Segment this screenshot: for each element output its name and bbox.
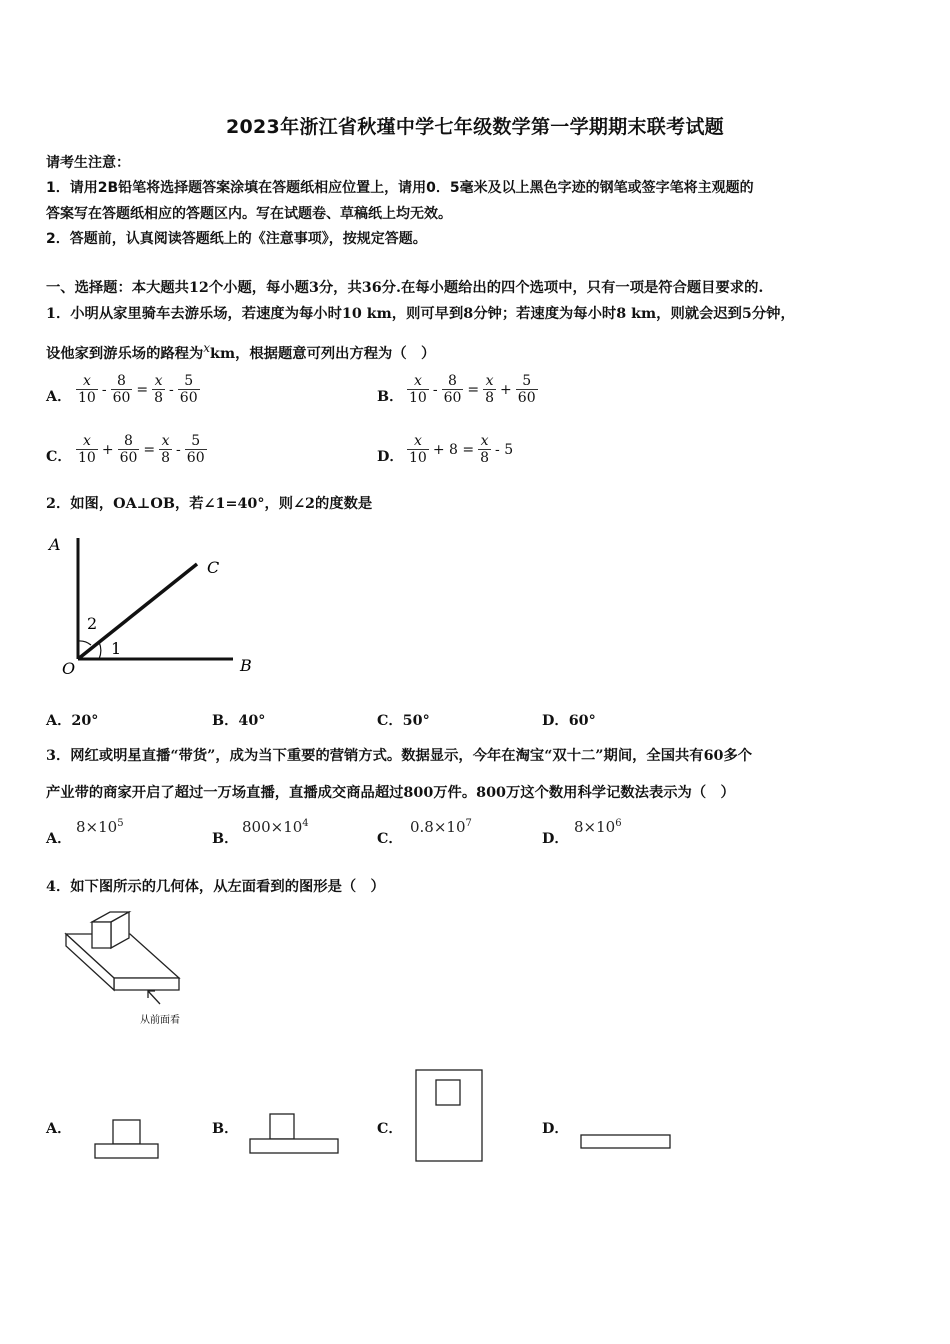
q3-option-d-value[interactable]: $8\times 10^6$ [574, 818, 622, 836]
q3-option-c-label[interactable]: C． [377, 831, 403, 847]
q2-option-d[interactable]: D．60° [542, 713, 596, 729]
q1-text-line1: 1．小明从家里骑车去游乐场，若速度为每小时10 km，则可早到8分钟；若速度为每小时8 km，则就会迟到5分钟， [46, 306, 795, 322]
notice-heading: 请考生注意： [46, 155, 130, 171]
q1-option-b-label[interactable]: B． [377, 389, 404, 405]
q1-text-2a: 设他家到游乐场的路程为 [46, 345, 204, 362]
label-b: B [240, 656, 252, 675]
angle-1-arc [99, 642, 101, 659]
q4-text: 4．如下图所示的几何体，从左面看到的图形是（ ） [46, 879, 385, 895]
q4-option-b-label[interactable]: B． [212, 1121, 239, 1137]
q3-option-d-label[interactable]: D． [542, 831, 569, 847]
ray-oc [78, 564, 197, 659]
q1-option-a-label[interactable]: A． [46, 389, 72, 405]
q4-option-d-label[interactable]: D． [542, 1121, 569, 1137]
q1-option-d-label[interactable]: D． [377, 449, 404, 465]
q2-angle-figure [45, 530, 275, 680]
q2-option-a[interactable]: A．20° [46, 713, 99, 729]
angle-2-arc [78, 641, 91, 645]
notice-item-1a: 1．请用2B铅笔将选择题答案涂填在答题纸相应位置上，请用0．5毫米及以上黑色字迹的钢笔或签字笔将主观题的 [46, 180, 754, 196]
q4-option-c-label[interactable]: C． [377, 1121, 403, 1137]
section-heading: 一、选择题：本大题共12个小题，每小题3分，共36分.在每小题给出的四个选项中，只有一项是符合题目要求的. [46, 280, 764, 296]
q4-option-c-figure[interactable] [414, 1068, 486, 1164]
q4-caption: 从前面看 [140, 1015, 180, 1026]
q3-text-line2: 产业带的商家开启了超过一万场直播，直播成交商品超过800万件。800万这个数用科学记数法表示为（ ） [46, 785, 735, 801]
q4-solid-figure [62, 908, 222, 1028]
notice-item-1b: 答案写在答题纸相应的答题区内。写在试题卷、草稿纸上均无效。 [46, 206, 452, 222]
notice-item-2: 2．答题前，认真阅读答题纸上的《注意事项》，按规定答题。 [46, 231, 427, 247]
page-title: 2023年浙江省秋瑾中学七年级数学第一学期期末联考试题 [226, 116, 724, 138]
q3-option-b-label[interactable]: B． [212, 831, 239, 847]
q1-option-b-equation[interactable]: $\frac{x}{10}$ - $\frac{8}{60}$ = $\frac{x}{8}$ + $\frac{5}{60}$ [409, 373, 536, 406]
label-o: O [62, 659, 76, 678]
q2-option-b[interactable]: B．40° [212, 713, 266, 729]
q1-option-a-equation[interactable]: $\frac{x}{10}$ - $\frac{8}{60}$ = $\frac{x}{8}$ - $\frac{5}{60}$ [78, 373, 198, 406]
q1-var: x [203, 341, 211, 355]
q3-option-a-label[interactable]: A． [46, 831, 72, 847]
q2-option-c[interactable]: C．50° [377, 713, 430, 729]
label-c: C [207, 558, 220, 577]
q4-option-a-figure[interactable] [93, 1116, 163, 1166]
q3-option-a-value[interactable]: $8\times 10^5$ [76, 818, 124, 836]
q4-option-d-figure[interactable] [579, 1133, 674, 1153]
label-angle-2: 2 [87, 614, 98, 633]
q2-text: 2．如图，OA⊥OB，若∠1=40°，则∠2的度数是 [46, 496, 373, 512]
q1-option-d-equation[interactable]: $\frac{x}{10}$ + 8 = $\frac{x}{8}$ - 5 [409, 433, 514, 466]
q3-option-b-value[interactable]: $800\times 10^4$ [242, 818, 309, 836]
q1-text-2b: km，根据题意可列出方程为（ ） [210, 345, 436, 362]
q1-option-c-label[interactable]: C． [46, 449, 72, 465]
q3-text-line1: 3．网红或明星直播“带货”，成为当下重要的营销方式。数据显示，今年在淘宝“双十二”期间，全国共有60多个 [46, 748, 753, 764]
q1-option-c-equation[interactable]: $\frac{x}{10}$ + $\frac{8}{60}$ = $\frac{x}{8}$ - $\frac{5}{60}$ [78, 433, 205, 466]
q3-option-c-value[interactable]: $0.8\times 10^7$ [410, 818, 472, 836]
q1-text-line2 [46, 341, 435, 363]
q4-option-b-figure[interactable] [248, 1112, 343, 1157]
q4-option-a-label[interactable]: A． [46, 1121, 72, 1137]
label-a: A [49, 535, 61, 554]
label-angle-1: 1 [111, 639, 122, 658]
